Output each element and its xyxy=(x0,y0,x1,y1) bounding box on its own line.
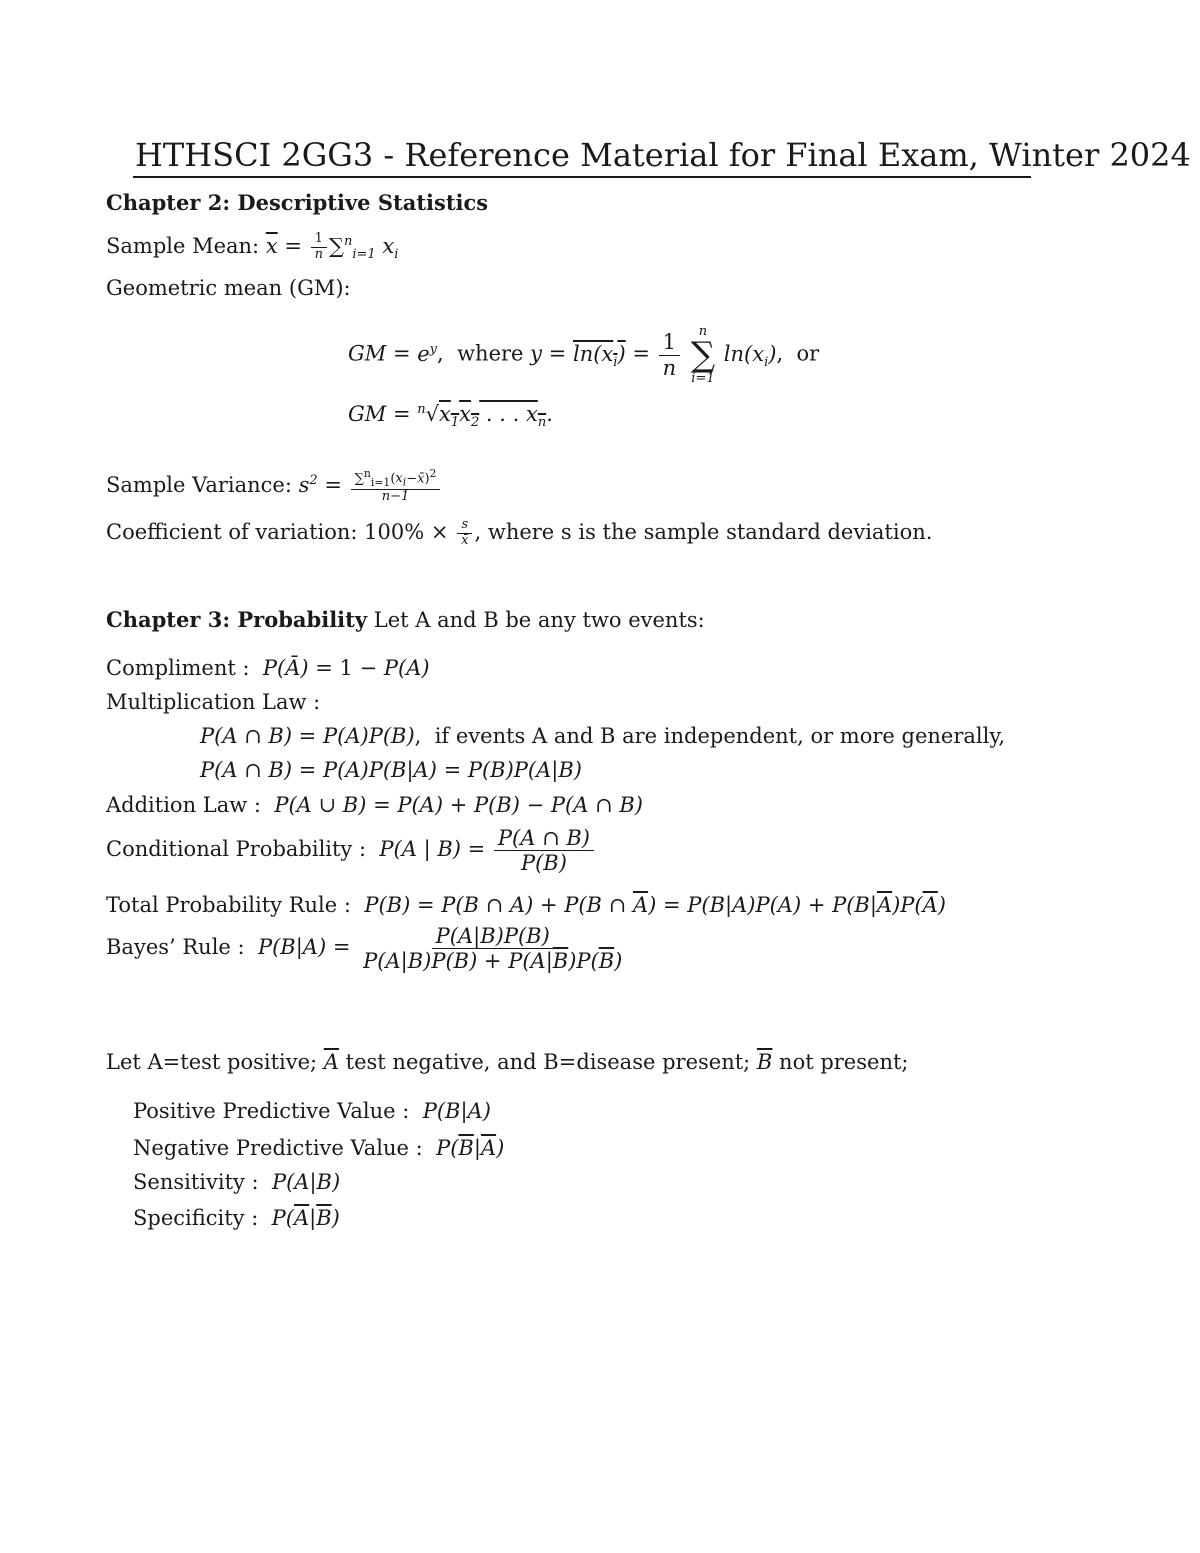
test-intro-b: test negative, and B=disease present; xyxy=(345,1050,751,1074)
bayes-label: Bayes’ Rule : xyxy=(106,935,245,960)
ppv-label: Positive Predictive Value : xyxy=(133,1099,410,1123)
bayes-line: Bayes’ Rule : P(B|A) = $\frac{P(A|B)P(B)}{P(A|B)P(B) + P(A|\overline{B})P(\overline{B})}$ xyxy=(106,924,623,974)
ppv-line: Positive Predictive Value : P(B|A) xyxy=(133,1099,491,1123)
sensitivity-line: Sensitivity : P(A|B) xyxy=(133,1170,341,1194)
sample-mean-label: Sample Mean: xyxy=(106,233,260,258)
multiplication-note: if events A and B are independent, or more generally, xyxy=(434,724,1006,748)
page-title: HTHSCI 2GG3 - Reference Material for Final Exam, Winter 2024 xyxy=(135,136,1191,174)
sample-variance-label: Sample Variance: xyxy=(106,473,292,498)
multiplication-label: Multiplication Law : xyxy=(106,690,321,714)
conditional-label: Conditional Probability : xyxy=(106,837,367,862)
test-intro-line: Let A=test positive; $\overline{A}$ test negative, and B=disease present; $\overline{B}$ not present; xyxy=(106,1050,909,1074)
gm-formula-line-1: GM = $e^y$, where $y = \ln(x_i)$ = $\frac{1}{n}$ n ∑ i=1 $\ln(x_i)$, or xyxy=(348,324,820,386)
sample-mean-formula: $\overline{x}$ = $\frac{1}{n}$ ∑$^n_{i=1}$ $x_i$ xyxy=(265,231,399,263)
sensitivity-label: Sensitivity : xyxy=(133,1170,259,1194)
chapter-3-heading: Chapter 3: Probability xyxy=(106,607,368,632)
multiplication-line-2: P(A ∩ B) = P(A)P(B|A) = P(B)P(A|B) xyxy=(200,758,582,782)
chapter-3-line xyxy=(106,607,705,632)
complement-label: Compliment : xyxy=(106,656,250,680)
sample-variance-line: Sample Variance: $s^2$ = $\frac{\sum^n_{i=1}(x_i-x̄)^2}{n-1}$ xyxy=(106,468,442,505)
specificity-label: Specificity : xyxy=(133,1206,259,1230)
gm-where-word: where xyxy=(457,341,524,366)
cv-line: Coefficient of variation: 100% × $\frac{s}{x̄}$ , where s is the sample standard deviation. xyxy=(106,517,933,548)
npv-label: Negative Predictive Value : xyxy=(133,1136,423,1160)
specificity-line: Specificity : $P(\overline{A}|\overline{B})$ xyxy=(133,1206,340,1230)
total-probability-label: Total Probability Rule : xyxy=(106,893,351,917)
test-intro-a: Let A=test positive; xyxy=(106,1050,318,1074)
sample-mean-line xyxy=(106,232,398,263)
cv-label: Coefficient of variation: xyxy=(106,519,358,544)
cv-text: where s is the sample standard deviation. xyxy=(487,519,933,544)
conditional-line: Conditional Probability : P(A | B) = $\frac{P(A \cap B)}{P(B)}$ xyxy=(106,826,596,875)
multiplication-line-1: P(A ∩ B) = P(A)P(B), if events A and B are independent, or more generally, xyxy=(200,724,1006,748)
geometric-mean-label: Geometric mean (GM): xyxy=(106,276,351,300)
complement-line: Compliment : P(Ā) = 1 − P(A) xyxy=(106,656,430,680)
addition-line: Addition Law : P(A ∪ B) = P(A) + P(B) − P(A ∩ B) xyxy=(106,793,643,817)
test-intro-c: not present; xyxy=(779,1050,909,1074)
npv-line: Negative Predictive Value : $P(\overline{B}|\overline{A})$ xyxy=(133,1136,505,1160)
title-rule xyxy=(133,176,1031,178)
chapter-2-heading: Chapter 2: Descriptive Statistics xyxy=(106,190,489,215)
addition-label: Addition Law : xyxy=(106,793,261,817)
total-probability-line: Total Probability Rule : P(B) = P(B ∩ A) + P(B ∩ $\overline{A}) = P(B|A)P(A) + P(B|\overline{A})P(\overline{A})$ xyxy=(106,893,946,917)
chapter-3-intro: Let A and B be any two events: xyxy=(373,608,705,632)
gm-or-word: or xyxy=(796,341,820,366)
gm-formula-line-2: GM = $^n√x_1x_2$ . . . $x_n$. xyxy=(348,402,553,431)
